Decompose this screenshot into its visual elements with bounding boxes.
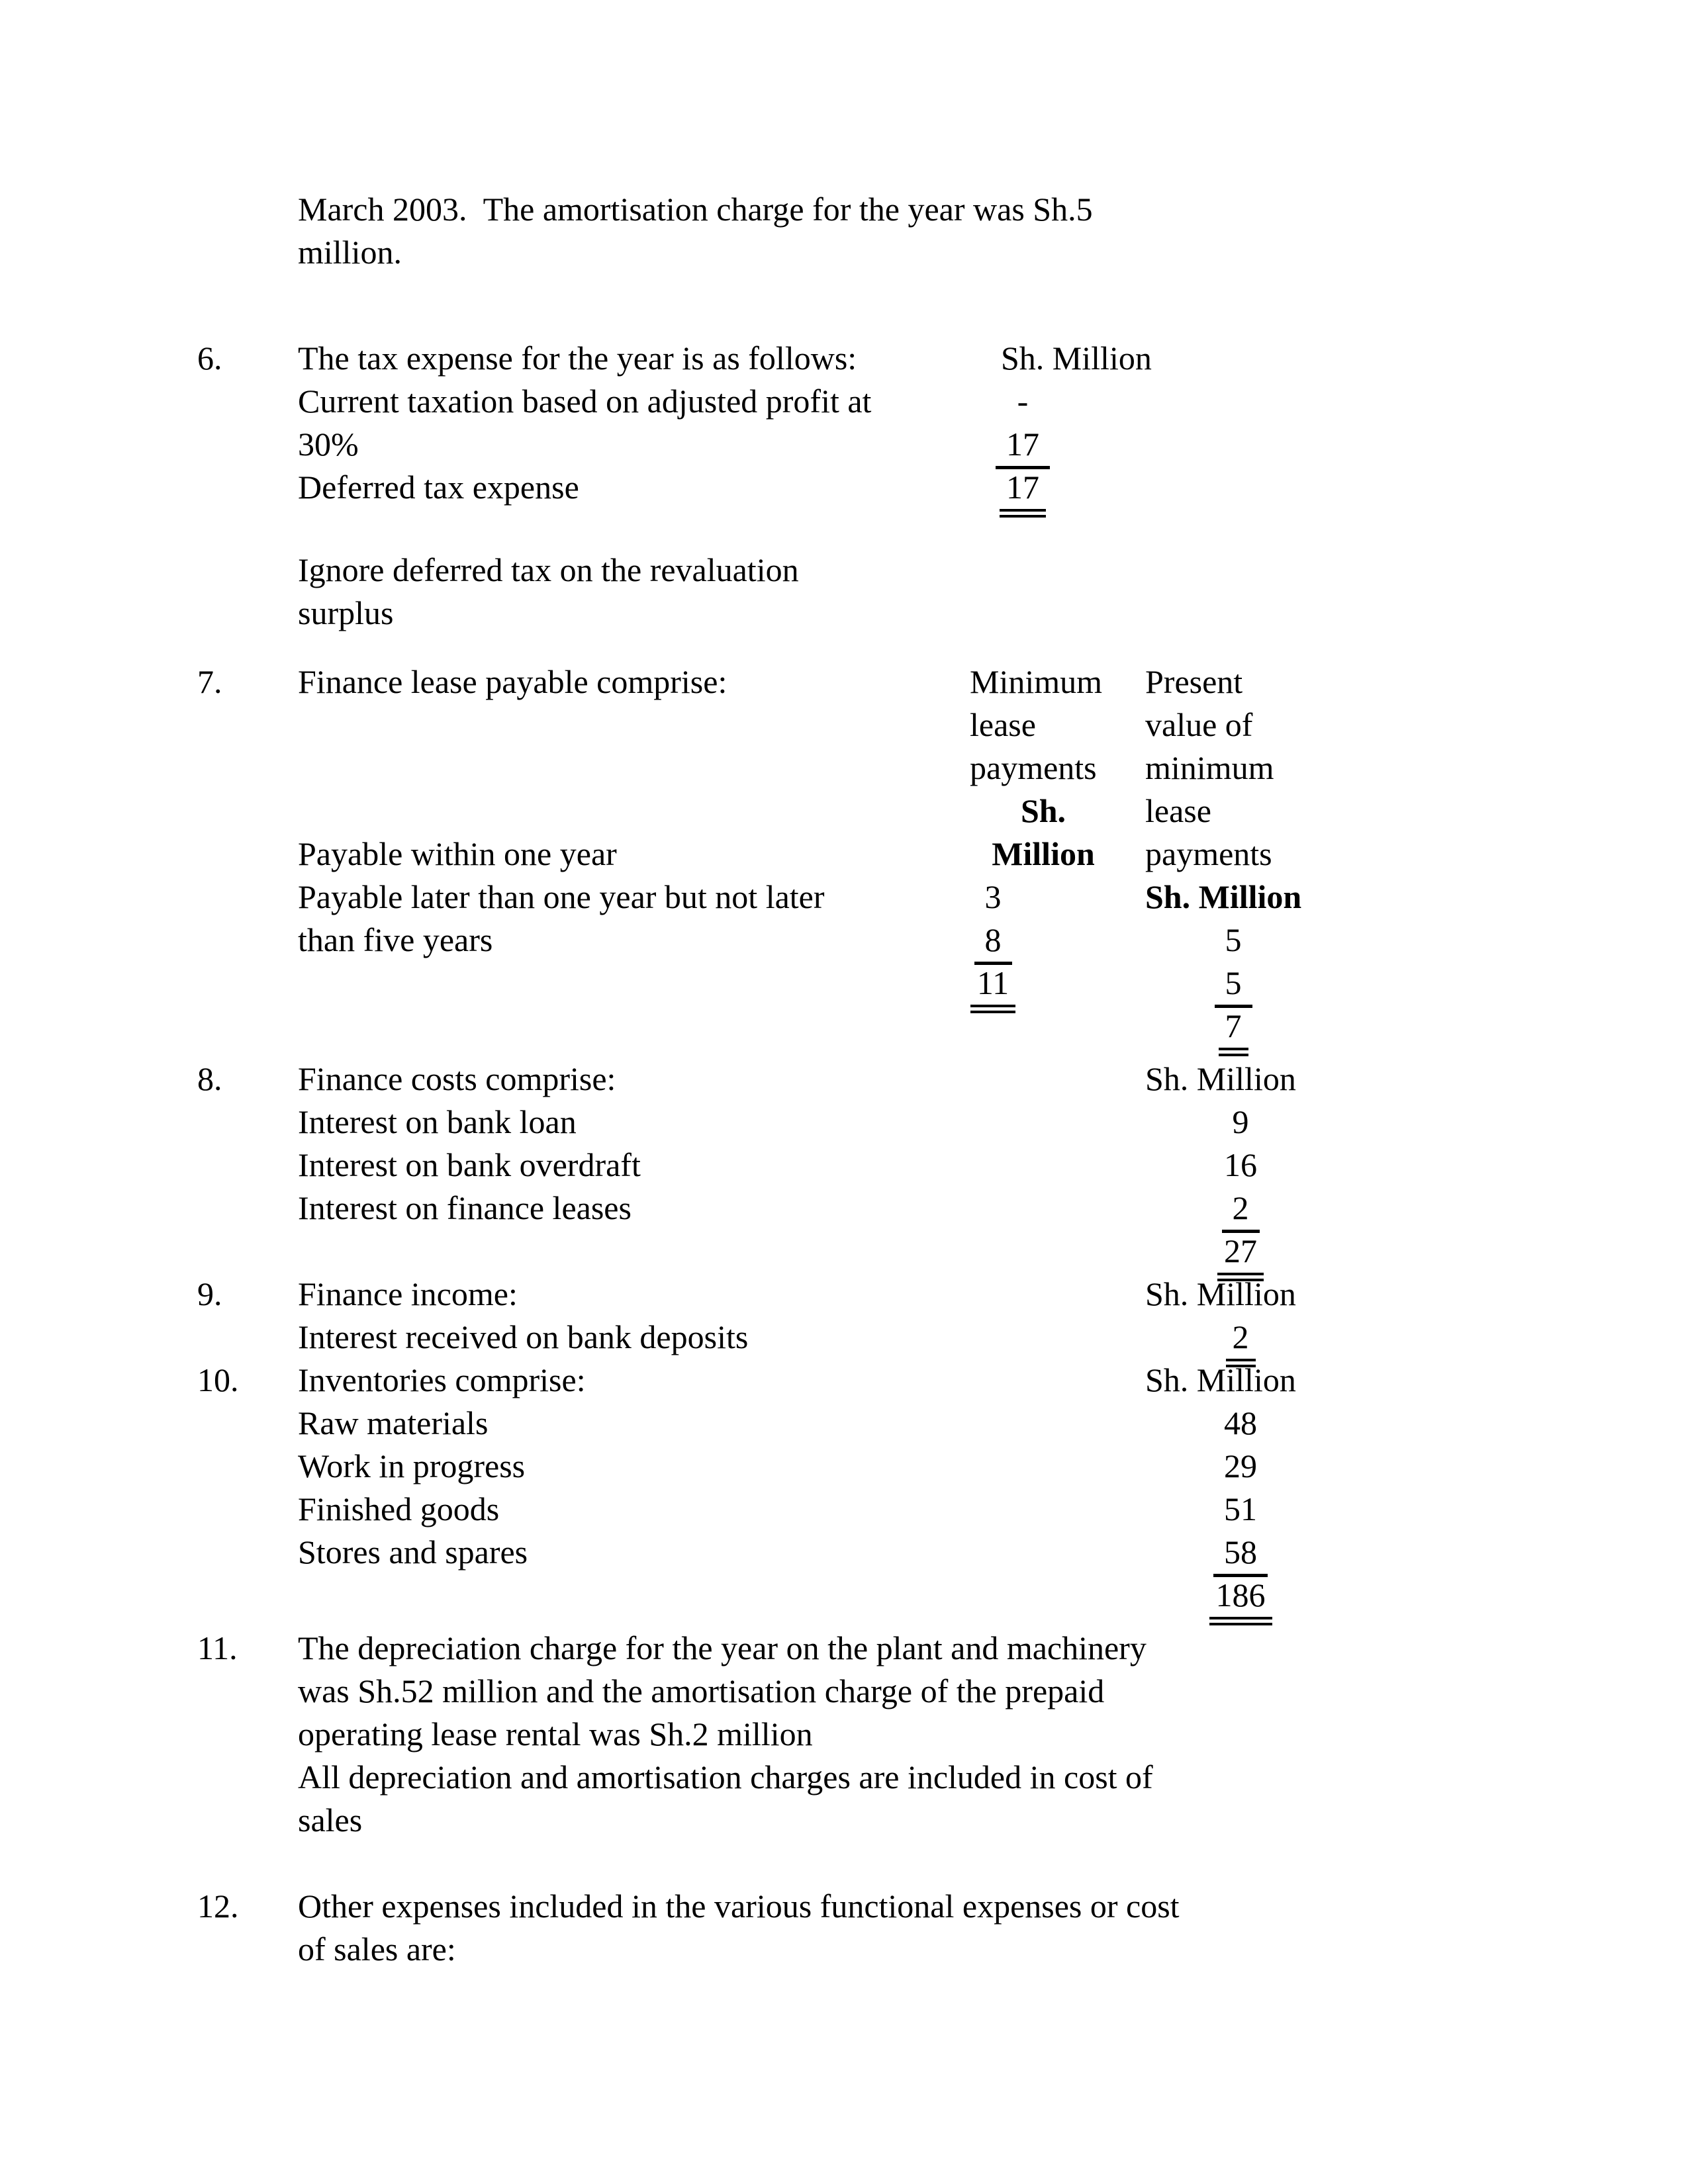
row-value <box>1145 1187 1336 1233</box>
item-number: 11. <box>197 1629 238 1666</box>
item-number: 10. <box>197 1361 239 1398</box>
row-label: Stores and spares <box>298 1533 528 1570</box>
row-value <box>1145 1402 1336 1445</box>
column-header: payments <box>1145 835 1272 872</box>
row-value <box>980 466 1066 518</box>
row-value <box>1145 962 1321 1008</box>
paragraph-line: March 2003. The amortisation charge for the year was Sh.5 <box>298 191 1093 228</box>
row-value <box>980 380 1066 423</box>
item-number: 8. <box>197 1060 222 1097</box>
row-value <box>1145 919 1321 962</box>
row-label: Finance income: <box>298 1275 518 1312</box>
value-text-underlined: 5 <box>1215 962 1252 1008</box>
value-text-underlined: 8 <box>974 919 1012 965</box>
row-label: Interest on bank loan <box>298 1103 577 1140</box>
value-text-double-underlined: 7 <box>1219 1005 1248 1056</box>
row-value <box>953 876 1033 919</box>
row-label: Interest on bank overdraft <box>298 1146 641 1183</box>
value-text-underlined: 58 <box>1213 1531 1268 1577</box>
row-label: Payable later than one year but not later <box>298 878 825 915</box>
row-label: Payable within one year <box>298 835 617 872</box>
value-text-underlined: 17 <box>996 423 1050 469</box>
paragraph-line: operating lease rental was Sh.2 million <box>298 1715 813 1752</box>
row-value <box>1145 1144 1336 1187</box>
row-value <box>1145 1488 1336 1531</box>
row-value-total <box>1145 1574 1336 1625</box>
column-header: Present <box>1145 663 1243 700</box>
column-header: lease <box>1145 792 1211 829</box>
paragraph-line: of sales are: <box>298 1931 456 1968</box>
row-label: than five years <box>298 921 493 958</box>
paragraph-line: All depreciation and amortisation charges are included in cost of <box>298 1758 1153 1796</box>
row-label: Current taxation based on adjusted profit at <box>298 383 872 420</box>
row-value <box>1145 1005 1321 1056</box>
row-label: Raw materials <box>298 1404 489 1441</box>
paragraph-line: was Sh.52 million and the amortisation charge of the prepaid <box>298 1672 1105 1709</box>
row-value <box>1145 1445 1336 1488</box>
paragraph-line: The depreciation charge for the year on the plant and machinery <box>298 1629 1147 1666</box>
value-text-double-underlined: 11 <box>970 962 1015 1013</box>
row-label: Finance lease payable comprise: <box>298 663 727 700</box>
item-number: 9. <box>197 1275 222 1312</box>
row-label: Interest on finance leases <box>298 1189 632 1226</box>
value-text: 3 <box>984 878 1002 915</box>
item-number: 12. <box>197 1888 239 1925</box>
row-value <box>953 962 1033 1013</box>
value-text: 48 <box>1224 1404 1257 1441</box>
row-value <box>1145 1531 1336 1577</box>
column-header: Sh. Million <box>1001 340 1152 377</box>
value-text-double-underlined: 17 <box>1000 466 1046 518</box>
value-text-double-underlined: 27 <box>1217 1230 1264 1281</box>
value-text-underlined: 2 <box>1222 1187 1260 1233</box>
value-text-double-underlined: 2 <box>1226 1316 1256 1367</box>
column-header: Minimum <box>970 663 1103 700</box>
paragraph-line: sales <box>298 1801 363 1839</box>
column-header: Sh. Million <box>1145 1060 1296 1097</box>
row-value <box>980 423 1066 469</box>
value-text: 51 <box>1224 1490 1257 1527</box>
row-label: Finished goods <box>298 1490 500 1527</box>
column-header: payments <box>970 749 1097 786</box>
value-text-double-underlined: 186 <box>1209 1574 1272 1625</box>
row-value <box>953 919 1033 965</box>
value-text: 9 <box>1232 1103 1249 1140</box>
value-text: 5 <box>1225 921 1242 958</box>
value-text: 29 <box>1224 1447 1257 1484</box>
row-label: Work in progress <box>298 1447 526 1484</box>
item-number: 6. <box>197 340 222 377</box>
value-text: - <box>1017 383 1029 420</box>
column-header: Sh. Million <box>1145 1361 1296 1398</box>
column-header: Sh. Million <box>1145 1275 1296 1312</box>
column-header: value of <box>1145 706 1253 743</box>
paragraph-line: Other expenses included in the various functional expenses or cost <box>298 1888 1180 1925</box>
row-label: 30% <box>298 426 359 463</box>
row-label: Interest received on bank deposits <box>298 1318 749 1355</box>
column-header: minimum <box>1145 749 1274 786</box>
value-text: 16 <box>1224 1146 1257 1183</box>
row-label: Deferred tax expense <box>298 469 579 506</box>
column-header: lease <box>970 706 1036 743</box>
row-value <box>1145 1101 1336 1144</box>
column-header-unit: Sh. Million <box>1145 878 1302 915</box>
column-header-unit: Sh. <box>1020 792 1066 829</box>
column-header-unit: Million <box>992 835 1095 872</box>
row-label: Inventories comprise: <box>298 1361 586 1398</box>
paragraph-line: million. <box>298 234 402 271</box>
row-label: Finance costs comprise: <box>298 1060 616 1097</box>
note-line: Ignore deferred tax on the revaluation <box>298 551 799 588</box>
row-label: The tax expense for the year is as follows: <box>298 340 857 377</box>
item-number: 7. <box>197 663 222 700</box>
note-line: surplus <box>298 594 394 631</box>
